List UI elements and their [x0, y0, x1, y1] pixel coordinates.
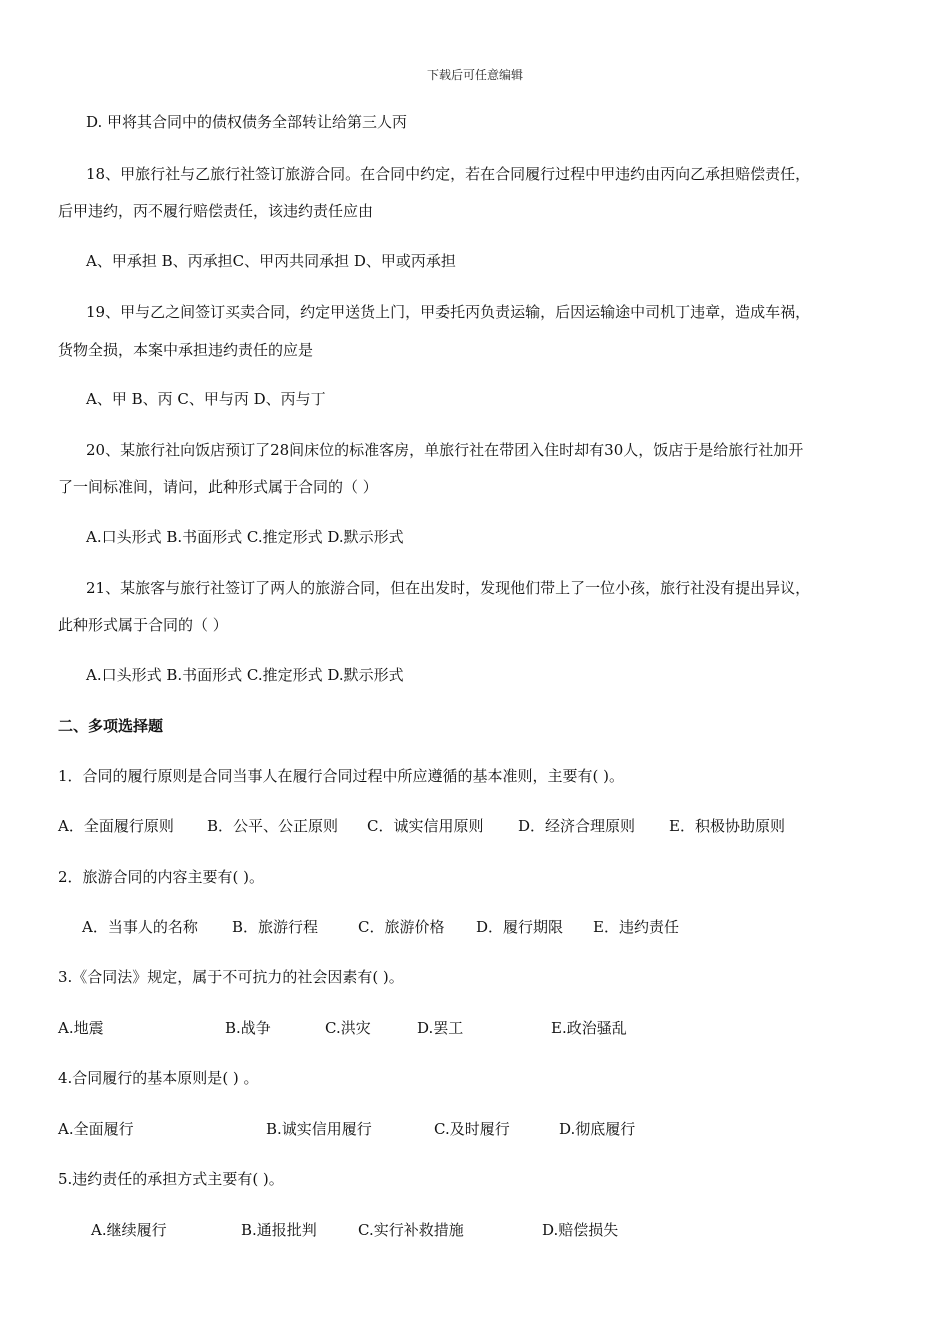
q18-text-line2: 后甲违约，丙不履行赔偿责任，该违约责任应由 — [58, 202, 374, 220]
m4-option-c: C.及时履行 — [434, 1120, 510, 1138]
section-title-multiple-choice: 二、多项选择题 — [58, 717, 164, 735]
q20-options: A.口头形式 B.书面形式 C.推定形式 D.默示形式 — [86, 528, 404, 546]
m4-option-a: A.全面履行 — [58, 1120, 134, 1138]
m5-option-d: D.赔偿损失 — [542, 1221, 619, 1239]
m1-option-b: B．公平、公正原则 — [207, 817, 339, 835]
m3-option-d: D.罢工 — [417, 1019, 464, 1037]
q20-text-line2: 了一间标准间，请问，此种形式属于合同的（ ） — [58, 478, 378, 496]
m3-option-c: C.洪灾 — [325, 1019, 371, 1037]
q19-text-line1: 19、甲与乙之间签订买卖合同，约定甲送货上门，甲委托丙负责运输，后因运输途中司机丁违章，造成车祸， — [86, 303, 811, 321]
q21-text-line2: 此种形式属于合同的（ ） — [58, 616, 228, 634]
m4-option-d: D.彻底履行 — [559, 1120, 636, 1138]
q18-options: A、甲承担 B、丙承担C、甲丙共同承担 D、甲或丙承担 — [86, 252, 456, 270]
m2-question: 2．旅游合同的内容主要有( )。 — [58, 868, 265, 886]
m5-option-c: C.实行补救措施 — [358, 1221, 464, 1239]
m2-option-d: D．履行期限 — [476, 918, 564, 936]
q19-text-line2: 货物全损，本案中承担违约责任的应是 — [58, 341, 314, 359]
q21-text-line1: 21、某旅客与旅行社签订了两人的旅游合同，但在出发时，发现他们带上了一位小孩，旅行社没有提出异议， — [86, 579, 811, 597]
m4-option-b: B.诚实信用履行 — [266, 1120, 372, 1138]
m3-option-a: A.地震 — [58, 1019, 104, 1037]
page-header: 下载后可任意编辑 — [426, 68, 523, 82]
m2-option-b: B．旅游行程 — [232, 918, 319, 936]
m2-option-e: E．违约责任 — [593, 918, 679, 936]
m1-option-a: A．全面履行原则 — [58, 817, 174, 835]
q21-options: A.口头形式 B.书面形式 C.推定形式 D.默示形式 — [86, 666, 404, 684]
m3-option-b: B.战争 — [225, 1019, 271, 1037]
m1-question: 1．合同的履行原则是合同当事人在履行合同过程中所应遵循的基本准则，主要有( )。 — [58, 767, 625, 785]
m1-option-e: E．积极协助原则 — [669, 817, 785, 835]
q17-option-d: D. 甲将其合同中的债权债务全部转让给第三人丙 — [86, 113, 408, 131]
m1-option-d: D．经济合理原则 — [518, 817, 636, 835]
m5-option-a: A.继续履行 — [91, 1221, 167, 1239]
q19-options: A、甲 B、丙 C、甲与丙 D、丙与丁 — [86, 390, 326, 408]
m4-question: 4.合同履行的基本原则是( ) 。 — [58, 1069, 259, 1087]
m5-question: 5.违约责任的承担方式主要有( )。 — [58, 1170, 284, 1188]
m3-question: 3.《合同法》规定，属于不可抗力的社会因素有( )。 — [58, 968, 404, 986]
m3-option-e: E.政治骚乱 — [551, 1019, 627, 1037]
m1-option-c: C．诚实信用原则 — [367, 817, 484, 835]
m2-option-a: A．当事人的名称 — [82, 918, 198, 936]
q18-text-line1: 18、甲旅行社与乙旅行社签订旅游合同。在合同中约定，若在合同履行过程中甲违约由丙向乙承担赔偿责任， — [86, 165, 811, 183]
m5-option-b: B.通报批判 — [241, 1221, 317, 1239]
m2-option-c: C．旅游价格 — [358, 918, 445, 936]
q20-text-line1: 20、某旅行社向饭店预订了28间床位的标准客房，单旅行社在带团入住时却有30人，饭店于是给旅行社加开 — [86, 441, 804, 459]
